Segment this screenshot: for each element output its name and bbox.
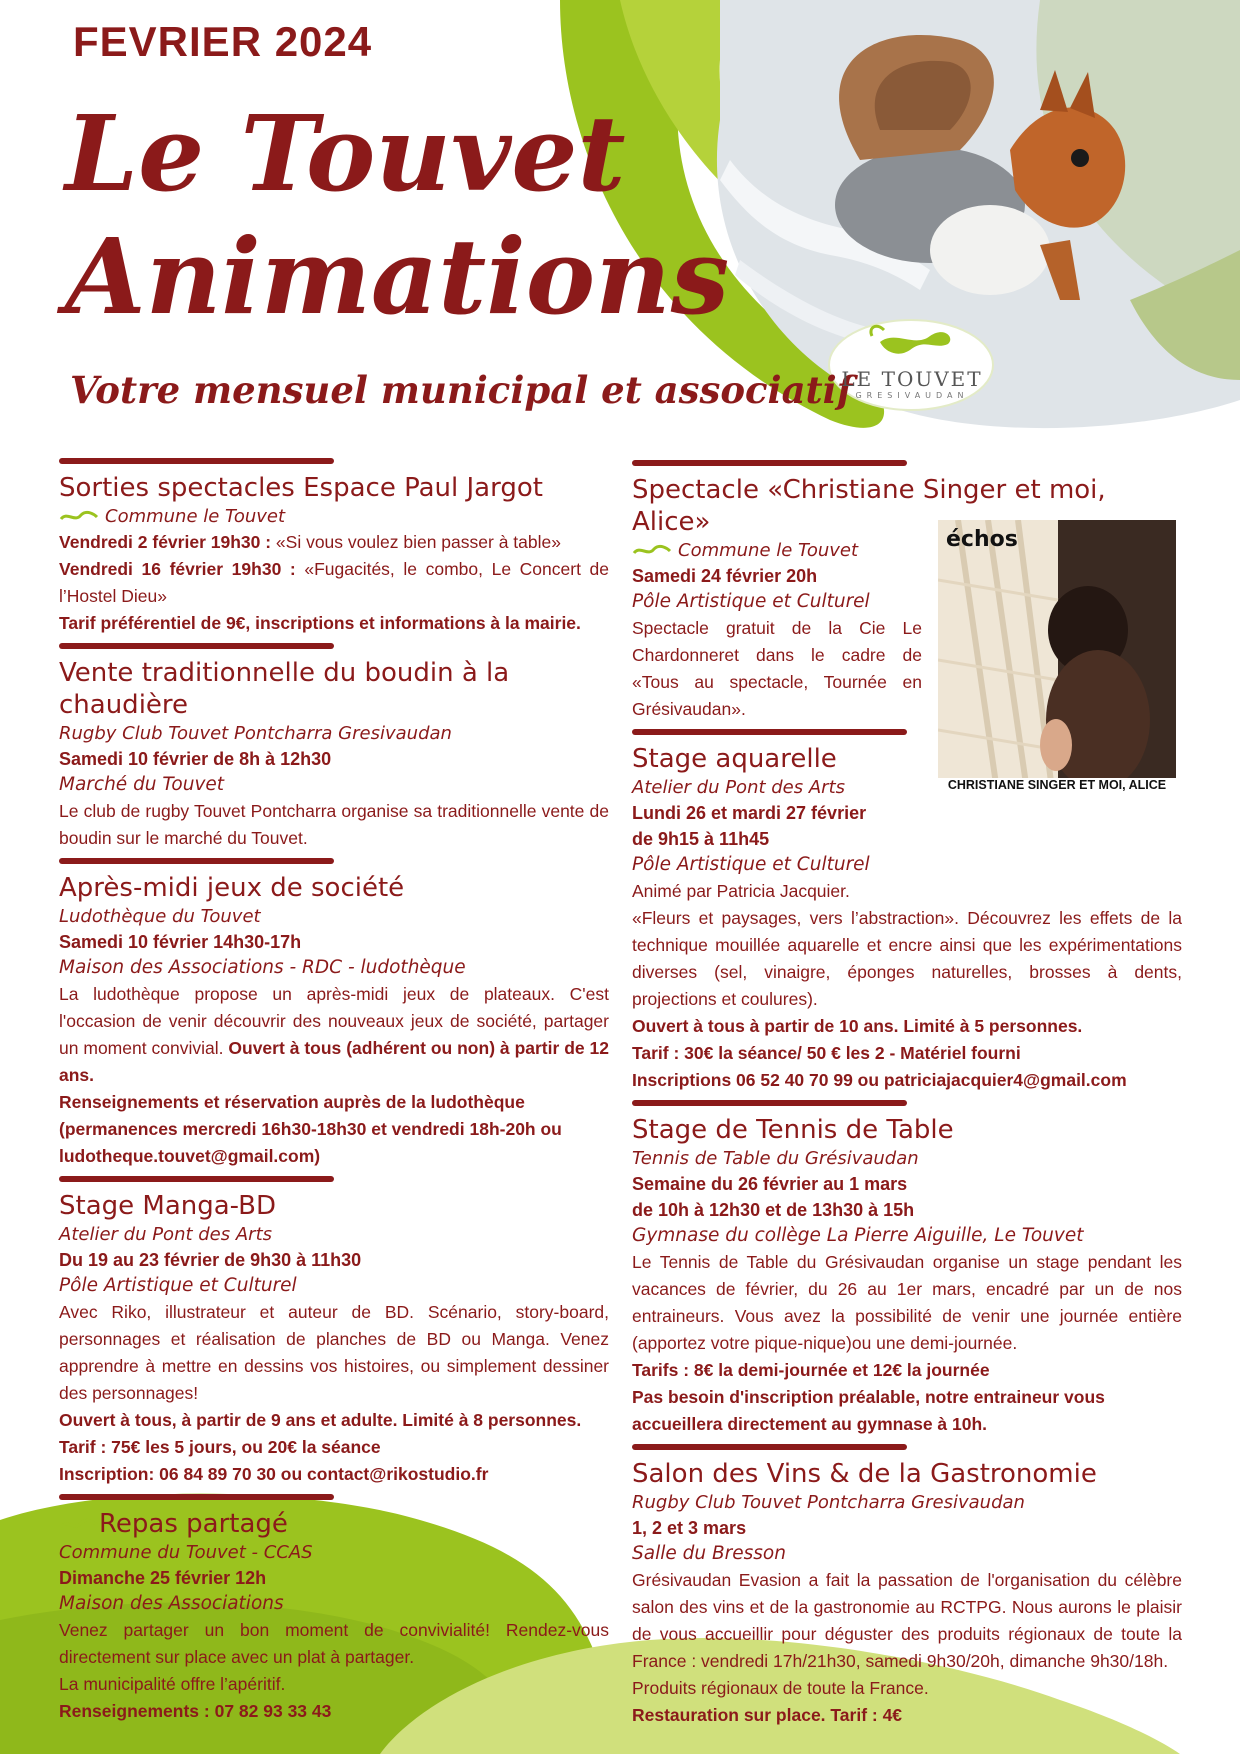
event-place: Pôle Artistique et Culturel (632, 854, 870, 875)
event-price: Restauration sur place. Tarif : 4€ (632, 1705, 903, 1725)
event-boudin (59, 643, 609, 852)
event-organizer: Tennis de Table du Grésivaudan (632, 1148, 919, 1169)
event-contact: Renseignements : 07 82 93 33 43 (59, 1701, 332, 1721)
event-date: Samedi 10 février de 8h à 12h30 (59, 749, 332, 769)
event-title: Après-midi jeux de société (59, 873, 405, 903)
event-date-line-1: Semaine du 26 février au 1 mars (632, 1174, 908, 1194)
event-text-2: La municipalité offre l’apéritif. (59, 1674, 286, 1694)
event-organizer: Rugby Club Touvet Pontcharra Gresivaudan (632, 1492, 1025, 1513)
event-organizer: Rugby Club Touvet Pontcharra Gresivaudan (59, 723, 452, 744)
event-date-line-2: de 10h à 12h30 et de 13h30 à 15h (632, 1200, 915, 1220)
event-date: Samedi 24 février 20h (632, 566, 818, 586)
event-salon-vins (632, 1444, 1182, 1729)
event-repas-partage (59, 1494, 609, 1725)
event-title: Stage Manga-BD (59, 1191, 276, 1221)
event-contact: Inscription: 06 84 89 70 30 ou contact@rikostudio.fr (59, 1464, 489, 1484)
subtitle: Votre mensuel municipal et associatif (70, 368, 853, 412)
event-place: Pôle Artistique et Culturel (632, 591, 870, 612)
event-title: Stage aquarelle (632, 744, 837, 774)
event-price: Tarifs : 8€ la demi-journée et 12€ la journée (632, 1360, 990, 1380)
event-organizer: Commune du Touvet - CCAS (59, 1542, 313, 1563)
event-title: Vente traditionnelle du boudin à la chaudière (59, 658, 510, 720)
left-column (59, 458, 609, 1725)
event-info: Renseignements et réservation auprès de la ludothèque (permanences mercredi 16h30-18h30 et vendredi 18h-20h ou ludotheque.touvet@gmail.com) (59, 1092, 562, 1166)
event-date-line-2: de 9h15 à 11h45 (632, 829, 770, 849)
swirl-icon (59, 1517, 99, 1533)
event-price: Tarif : 30€ la séance/ 50 € les 2 - Matériel fourni (632, 1043, 1021, 1063)
section-divider (59, 643, 334, 649)
event-text: Spectacle gratuit de la Cie Le Chardonneret dans le cadre de «Tous au spectacle, Tournée en Grésivaudan». (632, 618, 922, 719)
logo-text: LE TOUVET (841, 367, 983, 391)
event-jeux-societe (59, 858, 609, 1170)
event-date-2: Vendredi 16 février 19h30 : «Fugacités, le combo, Le Concert de l’Hostel Dieu» (59, 559, 609, 606)
event-info: Pas besoin d'inscription préalable, notre entraineur vous accueillera directement au gymnase à 10h. (632, 1387, 1105, 1434)
event-date: Samedi 10 février 14h30-17h (59, 932, 302, 952)
section-divider (59, 1494, 334, 1500)
event-title: Spectacle «Christiane Singer et moi, Alice» (632, 475, 1106, 537)
event-date-line-1: Lundi 26 et mardi 27 février (632, 803, 867, 823)
event-text-2: «Fleurs et paysages, vers l’abstraction». Découvrez les effets de la technique mouillée aquarelle et encre ainsi que les expérimentations diverses (sel, vinaigre, éponges naturelles, brosses à dents, projections et coulures). (632, 908, 1182, 1009)
poster-caption: CHRISTIANE SINGER ET MOI, ALICE (947, 778, 1167, 792)
event-place: Maison des Associations (59, 1593, 284, 1614)
title-line-1: Le Touvet (65, 92, 626, 215)
event-tennis-de-table (632, 1100, 1182, 1438)
event-date-1: Vendredi 2 février 19h30 : «Si vous voulez bien passer à table» (59, 532, 561, 552)
event-conditions: Ouvert à tous, à partir de 9 ans et adulte. Limité à 8 personnes. (59, 1410, 582, 1430)
section-divider (59, 1176, 334, 1182)
poster-logo: échos (946, 527, 1018, 552)
event-place: Maison des Associations - RDC - ludothèque (59, 957, 466, 978)
event-text: Le club de rugby Touvet Pontcharra organise sa traditionnelle vente de boudin sur le marché du Touvet. (59, 801, 609, 848)
event-organizer: Atelier du Pont des Arts (632, 777, 846, 798)
event-contact: Inscriptions 06 52 40 70 99 ou patriciajacquier4@gmail.com (632, 1070, 1127, 1090)
event-date: 1, 2 et 3 mars (632, 1518, 747, 1538)
event-title: Repas partagé (59, 1508, 609, 1540)
event-organizer: Commune le Touvet (59, 504, 609, 529)
event-organizer: Ludothèque du Touvet (59, 906, 261, 927)
event-organizer: Commune le Touvet (632, 538, 1182, 563)
event-place: Salle du Bresson (632, 1543, 786, 1564)
event-organizer: Atelier du Pont des Arts (59, 1224, 273, 1245)
event-manga-bd (59, 1176, 609, 1488)
swirl-icon (632, 543, 672, 559)
event-place: Marché du Touvet (59, 774, 225, 795)
section-divider (632, 1444, 907, 1450)
event-title: Salon des Vins & de la Gastronomie (632, 1459, 1097, 1489)
title-line-2: Animations (65, 215, 730, 338)
event-sorties-spectacles (59, 458, 609, 637)
event-price: Tarif : 75€ les 5 jours, ou 20€ la séance (59, 1437, 381, 1457)
event-text-1: Animé par Patricia Jacquier. (632, 881, 850, 901)
event-date: Du 19 au 23 février de 9h30 à 11h30 (59, 1250, 362, 1270)
event-title: Stage de Tennis de Table (632, 1115, 954, 1145)
event-place: Pôle Artistique et Culturel (59, 1275, 297, 1296)
event-conditions: Ouvert à tous à partir de 10 ans. Limité à 5 personnes. (632, 1016, 1083, 1036)
swirl-icon (59, 509, 99, 525)
event-text: La ludothèque propose un après-midi jeux de plateaux. C'est l'occasion de venir découvrir des nouveaux jeux de société, partager un moment convivial. Ouvert à tous (adhérent ou non) à partir de 12 ans. (59, 984, 609, 1085)
section-divider (59, 458, 334, 464)
event-text: Venez partager un bon moment de convivialité! Rendez-vous directement sur place avec un plat à partager. (59, 1620, 609, 1667)
event-text: Grésivaudan Evasion a fait la passation de l'organisation du célèbre salon des vins et de la gastronomie au RCTPG. Nous aurons le plaisir de vous accueillir pour déguster des produits régionaux de toute la France : vendredi 17h/21h30, samedi 9h30/20h, dimanche 9h30/18h. (632, 1570, 1182, 1671)
section-divider (632, 1100, 907, 1106)
section-divider (632, 729, 907, 735)
event-date: Dimanche 25 février 12h (59, 1568, 267, 1588)
event-note: Tarif préférentiel de 9€, inscriptions et informations à la mairie. (59, 613, 581, 633)
event-text: Le Tennis de Table du Grésivaudan organise un stage pendant les vacances de février, du 26 au 1er mars, encadré par un de nos entraineurs. Vous avez la possibilité de venir une journée entière (apportez votre pique-nique)ou une demi-journée. (632, 1252, 1182, 1353)
section-divider (59, 858, 334, 864)
spectacle-poster-image (938, 520, 1176, 798)
event-text-2: Produits régionaux de toute la France. (632, 1678, 929, 1698)
event-place: Gymnase du collège La Pierre Aiguille, Le Touvet (632, 1225, 1084, 1246)
event-title: Sorties spectacles Espace Paul Jargot (59, 473, 543, 503)
section-divider (632, 460, 907, 466)
event-text: Avec Riko, illustrateur et auteur de BD. Scénario, story-board, personnages et réalisation de planches de BD ou Manga. Venez apprendre à mettre en dessins vos histoires, ou simplement dessiner des personnages! (59, 1302, 609, 1403)
month-heading: FEVRIER 2024 (73, 18, 373, 65)
logo-subtext: GRESIVAUDAN (855, 391, 969, 400)
